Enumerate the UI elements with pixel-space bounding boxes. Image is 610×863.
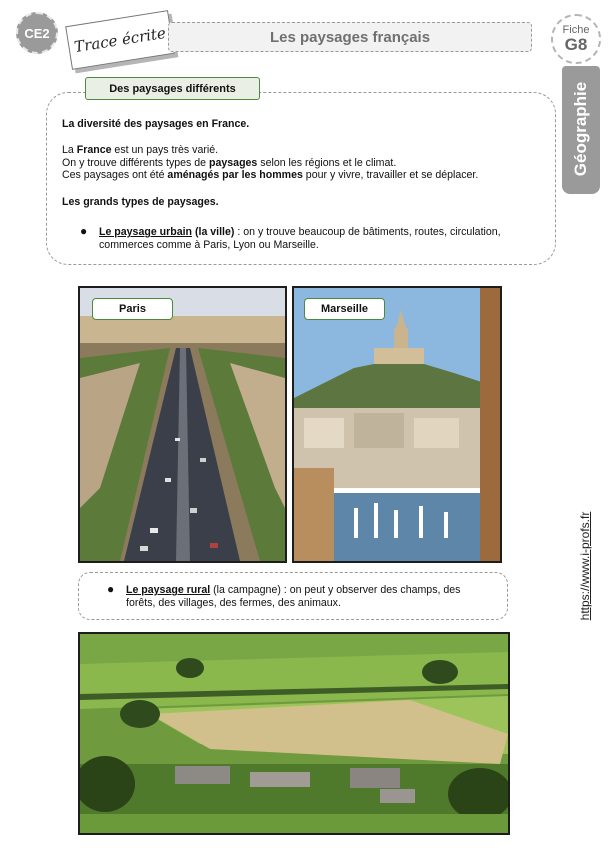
marseille-harbour-image: [294, 288, 500, 561]
urban-item: Le paysage urbain (la ville) : on y trouve beaucoup de bâtiments, routes, circulation, commerces comme à Paris, Lyon ou Marseille.: [99, 226, 501, 251]
fiche-label: Fiche: [562, 24, 590, 36]
page-title: Les paysages français: [168, 22, 532, 52]
rural-item: Le paysage rural (la campagne) : on peut y observer des champs, des forêts, des villages, des fermes, des animaux.: [126, 584, 461, 609]
section-heading: Des paysages différents: [85, 77, 260, 100]
para-line-2: On y trouve différents types de paysages selon les régions et le climat.: [62, 156, 397, 169]
paris-photo: [78, 286, 287, 563]
fiche-code: G8: [564, 35, 588, 54]
intro-title: La diversité des paysages en France.: [62, 118, 250, 130]
marseille-label: Marseille: [304, 298, 385, 320]
paris-label: Paris: [92, 298, 173, 320]
countryside-image: [80, 634, 508, 833]
intro-paragraph: [62, 144, 542, 182]
source-url[interactable]: https://www.i-profs.fr: [578, 511, 592, 621]
paris-avenue-image: [80, 288, 285, 561]
para-line-1: La France est un pays très varié.: [62, 144, 219, 156]
bullet-icon: ●: [80, 224, 88, 238]
marseille-photo: [292, 286, 502, 563]
para-line-3: Ces paysages ont été aménagés par les hommes pour y vivre, travailler et se déplacer.: [62, 169, 479, 182]
subject-tab-label: Géographie: [571, 81, 590, 177]
trace-ecrite-label: Trace écrite: [65, 10, 175, 70]
types-title: Les grands types de paysages.: [62, 196, 219, 208]
level-badge: CE2: [16, 12, 58, 54]
urban-term: Le paysage urbain: [99, 226, 193, 238]
rural-term: Le paysage rural: [126, 584, 211, 596]
bullet-icon: ●: [107, 582, 115, 596]
countryside-photo: [78, 632, 510, 835]
